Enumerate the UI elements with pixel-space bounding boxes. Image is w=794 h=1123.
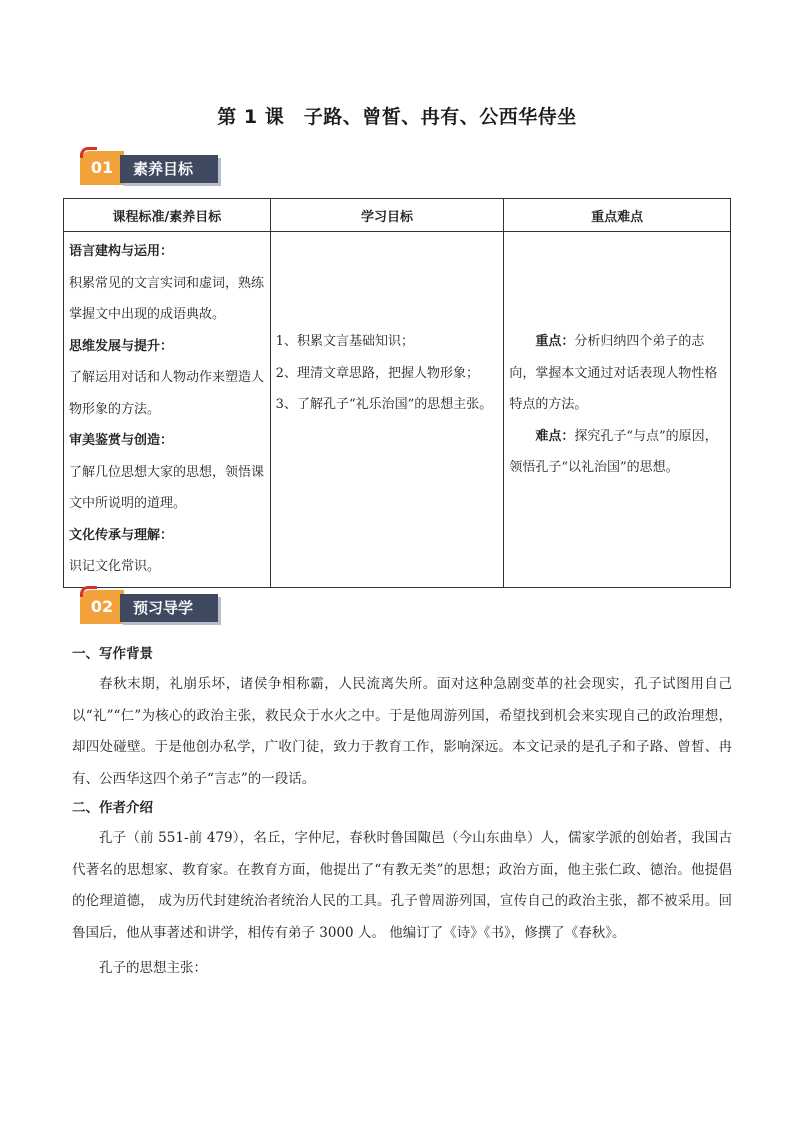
table-row	[64, 232, 731, 588]
learning-goal-item: 3、了解孔子“礼乐治国”的思想主张。	[275, 397, 493, 412]
section-badge-preview	[80, 590, 225, 624]
difficult-point	[509, 421, 725, 484]
header-key-points: 重点难点	[504, 199, 731, 232]
author-heading: 二、作者介绍	[72, 800, 153, 816]
header-standards: 课程标准/素养目标	[64, 199, 271, 232]
section-number: 02	[80, 590, 124, 624]
standard-heading: 文化传承与理解：	[69, 527, 174, 543]
table-header-row	[64, 199, 731, 232]
standards-cell	[64, 232, 271, 588]
background-heading: 一、写作背景	[72, 646, 153, 662]
goals-table	[63, 198, 731, 588]
learning-goal-item: 2、理清文章思路，把握人物形象；	[275, 365, 479, 381]
page-title: 第 1 课 子路、曾皙、冉有、公西华侍坐	[217, 106, 577, 128]
difficult-point-label: 难点：	[535, 428, 575, 444]
learning-goals-cell	[270, 232, 504, 588]
key-point-label: 重点：	[535, 334, 575, 349]
key-points-cell	[504, 232, 731, 588]
section-label: 素养目标	[120, 155, 218, 183]
preview-content	[72, 643, 732, 985]
difficult-point-text: 探究孔子“与点”的原因，领悟孔子“以礼治国”的思想。	[509, 428, 718, 475]
standard-text: 了解几位思想大家的思想，领悟课文中所说明的道理。	[69, 464, 265, 511]
background-paragraph: 春秋末期，礼崩乐坏，诸侯争相称霸，人民流离失所。面对这种急剧变革的社会现实，孔子试图用自己以“礼”“仁”为核心的政治主张，救民众于水火之中。于是他周游列国，希望找到机会来实现自己的政治理想，却四处碰壁。于是他创办私学，广收门徒，致力于教育工作，影响深远。本文记录的是孔子和子路、曾皙、冉有、公西华这四个弟子“言志”的一段话。	[72, 676, 732, 787]
standard-heading: 思维发展与提升：	[69, 338, 174, 354]
learning-goal-item: 1、积累文言基础知识；	[275, 334, 414, 349]
standard-text: 识记文化常识。	[69, 559, 161, 574]
section-label: 预习导学	[120, 594, 218, 622]
standard-text: 积累常见的文言实词和虚词，熟练掌握文中出现的成语典故。	[69, 275, 265, 322]
section-badge-goals	[80, 151, 225, 185]
thought-label: 孔子的思想主张：	[99, 960, 207, 976]
key-point	[509, 326, 725, 421]
standard-heading: 语言建构与运用：	[69, 244, 174, 259]
author-paragraph: 孔子（前 551-前 479），名丘，字仲尼，春秋时鲁国陬邑（今山东曲阜）人，儒家学派的创始者，我国古代著名的思想家、教育家。在教育方面，他提出了“有教无类”的思想；政治方面，他主张仁政、德治。他提倡的伦理道德， 成为历代封建统治者统治人民的工具。孔子曾周游列国，宣传自己的政治主张，都不被采用。回鲁国后，他从事著述和讲学，相传有弟子 3000 人。 他编订了《诗》《书》，修撰了《春秋》。	[72, 830, 732, 941]
key-point-text: 分析归纳四个弟子的志向，掌握本文通过对话表现人物性格特点的方法。	[509, 334, 718, 412]
standard-text: 了解运用对话和人物动作来塑造人物形象的方法。	[69, 370, 265, 417]
standard-heading: 审美鉴赏与创造：	[69, 433, 174, 448]
section-number: 01	[80, 151, 124, 185]
header-learning-goals: 学习目标	[270, 199, 504, 232]
